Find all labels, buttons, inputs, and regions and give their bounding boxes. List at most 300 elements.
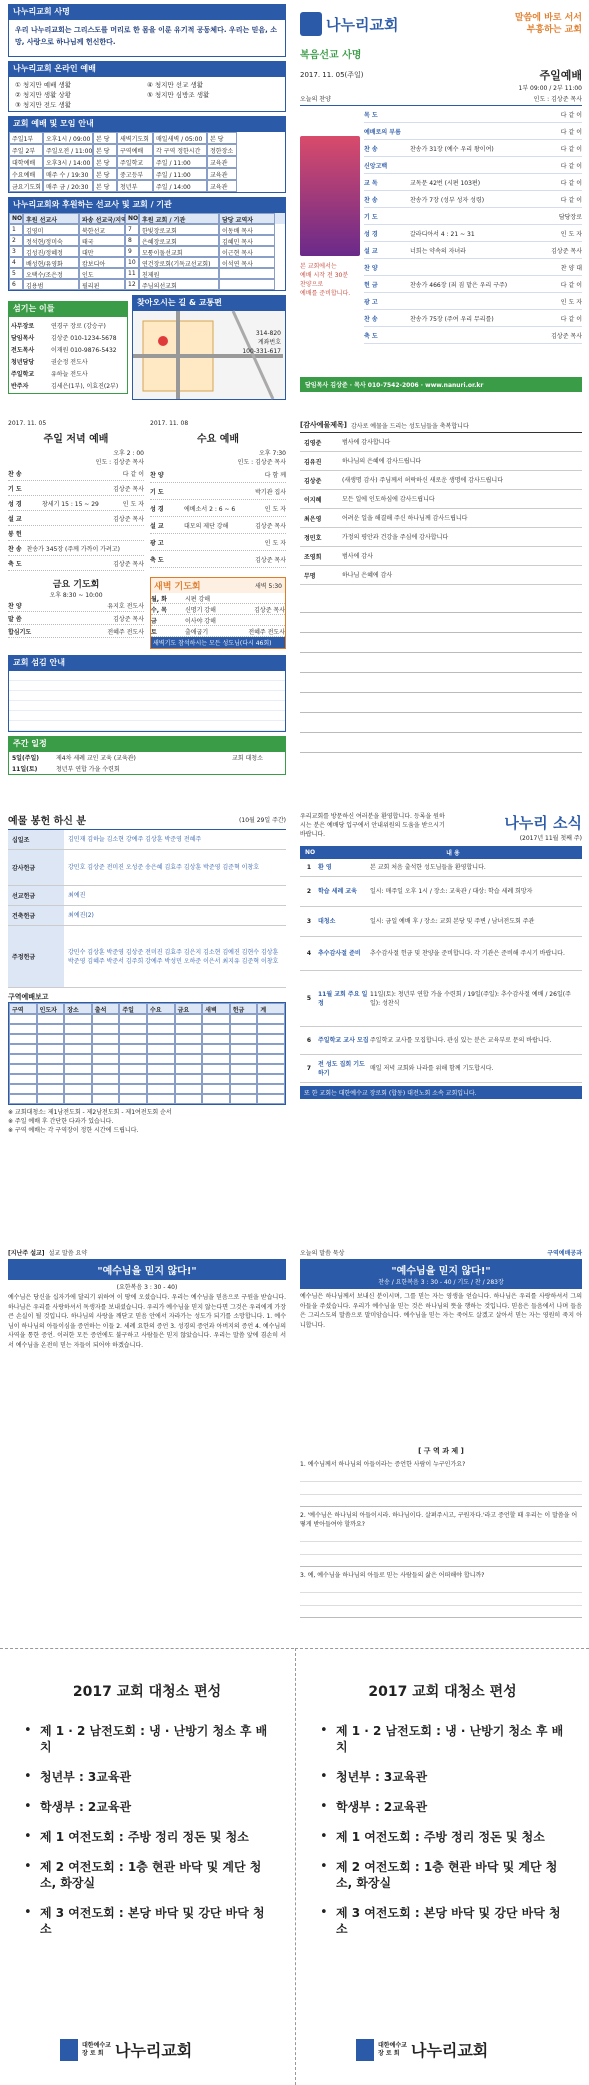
service-item: 말 씀 — [8, 615, 22, 623]
schedule-cell: 금요기도회 — [9, 180, 43, 192]
order-detail: 교독문 42번 (시편 103편) — [410, 179, 481, 187]
meditation-meta: 찬송 / 요한복음 3 : 30 - 40 / 기도 / 찬 / 283장 — [378, 1279, 504, 1286]
cleaning-text: 제 1 여전도회 : 주방 정리 정돈 및 청소 — [40, 1830, 249, 1844]
order-person: 다 같 이 — [560, 111, 582, 119]
stats-cell — [92, 1064, 120, 1074]
mission-cell: 10 — [125, 257, 139, 268]
bullet-icon: • — [320, 1905, 328, 1920]
service-person: 김상준 목사 — [113, 615, 144, 623]
news-text: 본 교회 처음 출석한 성도님들을 환영합니다. — [370, 864, 486, 871]
questions-header: [ 구 역 과 제 ] — [418, 1447, 464, 1455]
stats-cell — [119, 1034, 147, 1044]
service-item: 성 경 — [150, 505, 164, 513]
news-no: 4 — [306, 950, 312, 957]
bullet-icon: • — [24, 1799, 32, 1814]
service-person: 유지호 전도사 — [107, 602, 144, 610]
stats-row — [9, 1064, 285, 1074]
service-item: 찬 송 — [8, 545, 22, 553]
thanks-row — [300, 490, 582, 509]
stats-cell — [37, 1074, 65, 1084]
thanks-name: 정민호 — [304, 534, 322, 542]
stats-cell — [257, 1074, 285, 1084]
service-person: 박기관 집사 — [255, 488, 286, 496]
schedule-cell: 각 구역 정한시간 — [153, 144, 207, 156]
sermon-section-header: [지난주 설교] — [8, 1250, 45, 1257]
news-text: 일시: 금일 예배 후 / 장소: 교회 본당 및 주변 / 남녀전도회 주관 — [370, 918, 535, 925]
mission-cell: 한빛장로교회 — [139, 224, 219, 235]
mission-cell: 이근현 목사 — [219, 246, 275, 257]
mission-row — [9, 246, 285, 257]
stats-col-header: 출석 — [92, 1003, 120, 1014]
schedule-cell: 주일 2부 — [9, 144, 43, 156]
service-row — [8, 481, 144, 496]
dawn-list — [151, 593, 285, 637]
stats-cell — [202, 1034, 230, 1044]
news-no: 1 — [306, 864, 312, 871]
service-item: 광 고 — [150, 539, 164, 547]
cleaning-item — [24, 1859, 294, 1891]
order-item: 찬 송 — [364, 145, 378, 153]
service-row — [8, 466, 144, 481]
order-detail: 갈라디아서 4 : 21 ~ 31 — [410, 230, 475, 238]
service-row — [8, 511, 144, 526]
staff-role: 반주자 — [11, 382, 29, 390]
thanks-name: 조영희 — [304, 553, 322, 561]
stats-cell — [147, 1014, 175, 1024]
thanks-text: 어려운 일을 해결해 주신 하나님께 감사드립니다 — [342, 514, 468, 522]
news-intro: 우리교회를 방문하신 여러분을 환영합니다. 등록을 원하시는 분은 예배당 입구에서 안내위원의 도움을 받으시기 바랍니다. — [300, 813, 445, 838]
dawn-header: 새벽 기도회 — [154, 582, 201, 592]
service-row — [151, 593, 285, 604]
dawn-note: 새벽기도 참석하시는 모든 성도님(다시 46회) — [151, 637, 285, 648]
address: 314-820 — [255, 330, 281, 337]
news-title: 학습 세례 교육 — [318, 888, 357, 895]
stats-cell — [119, 1014, 147, 1024]
mission-cell: 7 — [125, 224, 139, 235]
roster-header: 교회 섬김 안내 — [8, 655, 286, 670]
stats-cell — [230, 1074, 258, 1084]
schedule-cell: 본 당 — [93, 168, 117, 180]
service-row — [8, 541, 144, 556]
cleaning-item — [320, 1769, 589, 1785]
mission-col-header: NO — [125, 213, 139, 224]
schedule-note-extra: 교회 대청소 — [232, 755, 263, 762]
mission-cell: 인도 — [79, 268, 125, 279]
mission-cell: 배성현/유영화 — [23, 257, 79, 268]
order-item: 찬 송 — [364, 196, 378, 204]
vision-header: 나누리교회 사명 — [8, 4, 286, 19]
stats-cell — [64, 1014, 92, 1024]
blank-lines — [300, 593, 582, 753]
service-item: 월, 화 — [151, 595, 167, 603]
schedule-note-text: 제4차 세례 교인 교육 (교육관) — [56, 755, 136, 762]
news-title: 11월 교회 주요 일정 — [318, 990, 368, 1007]
thanks-row — [300, 509, 582, 528]
offering-row — [8, 850, 286, 886]
staff-title: 섬기는 이들 — [8, 301, 128, 316]
thanks-row — [300, 547, 582, 566]
news-no: 7 — [306, 1065, 312, 1072]
meditation-header-right: 구역예배공과 — [547, 1250, 582, 1257]
wed-header: 수요 예배 — [196, 434, 240, 445]
stats-cell — [37, 1094, 65, 1104]
stats-cell — [230, 1014, 258, 1024]
order-row — [364, 123, 582, 140]
order-row — [364, 225, 582, 242]
cleaning-list — [24, 1723, 294, 1937]
sun-leader: 인도 : 김상준 목사 — [95, 459, 144, 466]
cleaning-title: 2017 교회 대청소 편성 — [72, 1684, 222, 1700]
order-item: 축 도 — [364, 332, 378, 340]
staff-role: 주일학교 — [11, 370, 35, 378]
stats-row — [9, 1094, 285, 1104]
stats-cell — [64, 1084, 92, 1094]
worship-item: ① 청지만 예배 생활 — [15, 81, 71, 89]
page5-right — [295, 1648, 589, 2085]
mission-cell: 1 — [9, 224, 23, 235]
news-row — [300, 937, 582, 971]
stats-cell — [147, 1024, 175, 1034]
church-logo-icon — [356, 2039, 374, 2061]
cleaning-item — [24, 1799, 294, 1815]
schedule-cell: 구역예배 — [117, 144, 153, 156]
service-detail: 에베소서 2 : 6 ~ 6 — [184, 505, 236, 513]
thanks-text: 범사에 감사 — [342, 552, 373, 560]
order-detail: 찬송가 7장 (성부 성자 성령) — [410, 196, 485, 204]
service-detail: 대모의 제단 강해 — [184, 522, 229, 530]
mission-cell: 김영미 — [23, 224, 79, 235]
stats-cell — [119, 1024, 147, 1034]
offering-note: (10월 29일 주간) — [239, 817, 286, 824]
thanks-row — [300, 528, 582, 547]
stats-cell — [9, 1074, 37, 1084]
order-row — [364, 140, 582, 157]
mission-col-header: NO — [9, 213, 23, 224]
schedule-cell: 주일학교 — [117, 156, 153, 168]
thanks-text: 하나님의 은혜에 감사드립니다 — [342, 457, 422, 465]
stats-cell — [37, 1084, 65, 1094]
page5-left — [0, 1648, 294, 2085]
stats-cell — [175, 1064, 203, 1074]
bulletin-date: 2017. 11. 05(주일) — [300, 71, 364, 79]
stats-cell — [64, 1024, 92, 1034]
foot-list — [8, 751, 286, 775]
stats-col-header: 계 — [257, 1003, 285, 1014]
order-item: 설 교 — [364, 247, 378, 255]
news-text: 추수감사절 헌금 및 찬양을 준비합니다. 각 기관은 준비해 주시기 바랍니다. — [370, 950, 565, 957]
stats-col-header: 헌금 — [230, 1003, 258, 1014]
mission-row — [9, 224, 285, 235]
worship-header: 나누리교회 온라인 예배 — [8, 61, 286, 76]
service-row — [8, 556, 144, 571]
order-row — [364, 276, 582, 293]
offering-names: 김민재 김하늘 김소현 강예주 김상훈 박준영 전혜주 — [68, 836, 202, 843]
service-item: 찬 양 — [8, 602, 22, 610]
service-person: 인 도 자 — [264, 539, 286, 547]
order-item: 찬 양 — [364, 264, 378, 272]
thanks-text: 모든 일에 인도하심에 감사드립니다 — [342, 495, 435, 503]
staff-name: 김상준 010-1234-5678 — [51, 334, 117, 342]
service-person: 전혜주 전도사 — [248, 628, 285, 636]
stats-row — [9, 1014, 285, 1024]
order-item: 광 고 — [364, 298, 378, 306]
stats-cell — [9, 1014, 37, 1024]
page3-right — [300, 812, 582, 1232]
order-detail: 너희는 약속의 자녀라 — [410, 247, 466, 255]
cleaning-item — [24, 1769, 294, 1785]
service-row — [8, 625, 144, 638]
order-item: 기 도 — [364, 213, 378, 221]
staff-name: 이재원 010-9876-5432 — [51, 346, 117, 354]
cleaning-item — [320, 1723, 589, 1755]
order-item: 신앙고백 — [364, 162, 388, 170]
vision-text: 우리 나누리교회는 그리스도를 머리로 한 몸을 이룬 유기적 공동체다. 우리는 믿음, 소망, 사랑으로 하나님께 헌신한다. — [15, 26, 278, 46]
stats-cell — [92, 1014, 120, 1024]
mission-cell: 6 — [9, 279, 23, 290]
order-row — [364, 327, 582, 344]
schedule-cell: 교육관 — [207, 168, 237, 180]
bullet-icon: • — [24, 1859, 32, 1874]
mission-cell: 은혜장로교회 — [139, 235, 219, 246]
schedule-cell: 매주 금 / 20:30 — [43, 180, 93, 192]
order-person: 김상준 목사 — [551, 332, 582, 340]
stats-cell — [257, 1094, 285, 1104]
staff-name: 김세은(1부), 이효진(2부) — [51, 382, 119, 390]
order-person: 다 같 이 — [560, 281, 582, 289]
bullet-icon: • — [24, 1905, 32, 1920]
page2-right — [300, 420, 582, 800]
news-row — [300, 1027, 582, 1055]
stats-cell — [202, 1044, 230, 1054]
news-list — [300, 859, 582, 1083]
schedule-cell: 청년부 — [117, 180, 153, 192]
wed-list — [150, 466, 286, 568]
stats-cell — [119, 1064, 147, 1074]
mission-cell — [219, 279, 275, 290]
schedule-cell: 오후1시 / 09:00 — [43, 132, 93, 144]
cleaning-item — [24, 1723, 294, 1755]
mission-row — [9, 279, 285, 290]
stats-cell — [230, 1094, 258, 1104]
service-person: 김상준 목사 — [113, 515, 144, 523]
sun-header: 주일 저녁 예배 — [43, 434, 109, 445]
church-logo-icon — [300, 12, 322, 36]
worship-item: ② 청지만 생활 상황 — [15, 91, 71, 99]
service-detail: 창세기 15 : 15 ~ 29 — [42, 500, 99, 508]
thanks-row — [300, 433, 582, 452]
order-person: 인 도 자 — [560, 230, 582, 238]
news-footer: 또 한 교회는 대한예수교 장로회 (합동) 대전노회 소속 교회입니다. — [300, 1086, 582, 1099]
stats-cell — [257, 1034, 285, 1044]
schedule-cell: 중고등부 — [117, 168, 153, 180]
mission-col-header: 후원 선교사 — [23, 213, 79, 224]
order-row — [364, 293, 582, 310]
service-detail: 찬송가 345장 (주께 가까이 가려고) — [26, 545, 120, 553]
order-person: 다 같 이 — [560, 128, 582, 136]
stats-cell — [9, 1044, 37, 1054]
thanks-subheader: 감사로 예물을 드리는 성도님들을 축복합니다 — [350, 422, 469, 430]
answer-lines — [300, 1580, 582, 1618]
stats-cell — [257, 1024, 285, 1034]
thanks-name: 김영준 — [304, 439, 322, 447]
schedule-cell: 본 당 — [93, 144, 117, 156]
thanks-text: 가정의 평안과 건강을 주심에 감사합니다 — [342, 533, 449, 541]
thanks-name: 무명 — [304, 572, 316, 580]
service-row — [8, 599, 144, 612]
stats-cell — [175, 1074, 203, 1084]
cleaning-item — [24, 1905, 294, 1937]
thanks-text: 하나님 은혜에 감사 — [342, 571, 393, 579]
stats-cell — [257, 1044, 285, 1054]
meditation-header: 오늘의 말씀 묵상 — [300, 1250, 345, 1257]
stats-cell — [202, 1024, 230, 1034]
offering-category: 주정헌금 — [8, 926, 64, 987]
question-item: 1. 예수님께서 하나님의 아들이라는 증언한 사람이 누구인가요? — [300, 1461, 466, 1468]
offering-row — [8, 906, 286, 926]
mission-cell: 캄보디아 — [79, 257, 125, 268]
page4-left — [8, 1248, 286, 1628]
logo-name: 나누리교회 — [410, 2041, 489, 2060]
order-person: 다 같 이 — [560, 315, 582, 323]
sermon-title: "예수님을 믿지 않다!" — [97, 1266, 197, 1277]
thanks-header: [감사예물제목] — [300, 421, 347, 429]
service-person: 김상준 목사 — [113, 485, 144, 493]
offering-category: 십일조 — [8, 830, 64, 849]
mission-row — [9, 257, 285, 268]
service-person: 다 함 께 — [264, 471, 286, 479]
church-logo-icon — [60, 2039, 78, 2061]
stats-cell — [64, 1044, 92, 1054]
service-row — [151, 604, 285, 615]
service-item: 기 도 — [8, 485, 22, 493]
slogan-line1: 말씀에 바로 서서 — [514, 13, 582, 23]
service-time: 1부 09:00 / 2부 11:00 — [518, 85, 582, 92]
news-no: 5 — [306, 995, 312, 1002]
order-item: 찬 송 — [364, 315, 378, 323]
mission-table — [8, 212, 286, 291]
staff-name: 연경구 장로 (강승구) — [51, 322, 106, 330]
schedule-cell: 본 당 — [207, 132, 237, 144]
mission-cell: 필리핀 — [79, 279, 125, 290]
thanks-name: 최은영 — [304, 515, 322, 523]
bullet-icon: • — [24, 1723, 32, 1738]
stats-col-header: 새벽 — [202, 1003, 230, 1014]
order-item: 목 도 — [364, 111, 378, 119]
schedule-row — [9, 132, 285, 144]
vertical-title: 복음선교 사명 — [300, 50, 362, 61]
mission-cell: 12 — [125, 279, 139, 290]
mission-cell: 모퉁이돌선교회 — [139, 246, 219, 257]
news-text: 11일(토): 청년부 연합 가을 수련회 / 19일(주일): 추수감사절 예배 / 26일(주일): 성찬식 — [370, 990, 571, 1007]
mission-header: 나누리교회와 후원하는 선교사 및 교회 / 기관 — [8, 197, 286, 212]
order-row — [364, 259, 582, 276]
news-col-content: 내 용 — [446, 850, 460, 857]
page4-right — [300, 1248, 582, 1628]
order-row — [364, 191, 582, 208]
note-line: ※ 교회대청소: 제1남전도회 - 제2남전도회 - 제1여전도회 순서 — [8, 1109, 172, 1116]
order-item: 예배로의 부름 — [364, 128, 401, 136]
stats-title: 구역예배보고 — [8, 993, 49, 1001]
map-area — [132, 310, 286, 400]
stats-cell — [230, 1044, 258, 1054]
thanks-name: 이지혜 — [304, 496, 322, 504]
stats-header-row — [9, 1003, 285, 1014]
mission-row — [9, 268, 285, 279]
wed-time: 오후 7:30 — [259, 450, 286, 457]
news-row — [300, 877, 582, 907]
offering-names: 강민호 김상준 전미진 오성준 송은혜 김효주 김상훈 박준영 김준혁 이창호 — [68, 864, 260, 871]
staff-role: 담임목사 — [11, 334, 35, 342]
stats-row — [9, 1054, 285, 1064]
order-row — [364, 242, 582, 259]
schedule-cell: 주일1부 — [9, 132, 43, 144]
stats-cell — [147, 1084, 175, 1094]
service-person: 인 도 자 — [264, 505, 286, 513]
service-item: 토 — [151, 628, 157, 636]
order-person: 찬 양 대 — [560, 264, 582, 272]
service-item: 기 도 — [150, 488, 164, 496]
offering-list — [8, 830, 286, 988]
bullet-icon: • — [320, 1769, 328, 1784]
schedule-note-row — [9, 763, 285, 774]
stats-cell — [230, 1024, 258, 1034]
mission-cell: 북한선교 — [79, 224, 125, 235]
schedule-cell: 교육관 — [207, 156, 237, 168]
stats-cell — [119, 1084, 147, 1094]
service-person: 김상준 목사 — [113, 560, 144, 568]
service-row — [8, 496, 144, 511]
dawn-time: 새벽 5:30 — [255, 583, 282, 590]
mission-cell: 김용범 — [23, 279, 79, 290]
order-row — [364, 106, 582, 123]
news-row — [300, 907, 582, 937]
mission-cell: 5 — [9, 268, 23, 279]
service-item: 축 도 — [8, 560, 22, 568]
church-name: 나누리교회 — [326, 15, 399, 34]
order-person: 다 같 이 — [560, 162, 582, 170]
order-row — [364, 157, 582, 174]
thanks-row — [300, 471, 582, 490]
thanks-name: 김상준 — [304, 477, 322, 485]
stats-col-header: 주일 — [119, 1003, 147, 1014]
schedule-note-date: 5일(주일) — [12, 755, 40, 762]
stats-cell — [175, 1024, 203, 1034]
staff-row — [11, 319, 125, 331]
service-item: 금 — [151, 617, 157, 625]
stats-col-header: 금요 — [175, 1003, 203, 1014]
order-person: 다 같 이 — [560, 145, 582, 153]
page1-left — [8, 4, 286, 396]
bullet-icon: • — [24, 1769, 32, 1784]
stats-cell — [230, 1084, 258, 1094]
stats-row — [9, 1044, 285, 1054]
cleaning-item — [24, 1829, 294, 1845]
note-line: ※ 주일 예배 후 간단한 다과가 있습니다. — [8, 1118, 114, 1125]
cleaning-text: 제 1 · 2 남전도회 : 냉 · 난방기 청소 후 배치 — [40, 1724, 268, 1754]
stats-cell — [257, 1014, 285, 1024]
news-row — [300, 1055, 582, 1083]
mission-col-header: 담당 교역자 — [219, 213, 275, 224]
offering-category: 선교헌금 — [8, 886, 64, 905]
mission-cell: 친제원 — [139, 268, 219, 279]
stats-cell — [92, 1074, 120, 1084]
news-title: 주일학교 교사 모집 — [318, 1037, 369, 1044]
stats-cell — [202, 1064, 230, 1074]
order-person: 김상준 목사 — [551, 247, 582, 255]
page2-left — [8, 420, 286, 800]
offering-row — [8, 926, 286, 988]
stats-cell — [230, 1064, 258, 1074]
